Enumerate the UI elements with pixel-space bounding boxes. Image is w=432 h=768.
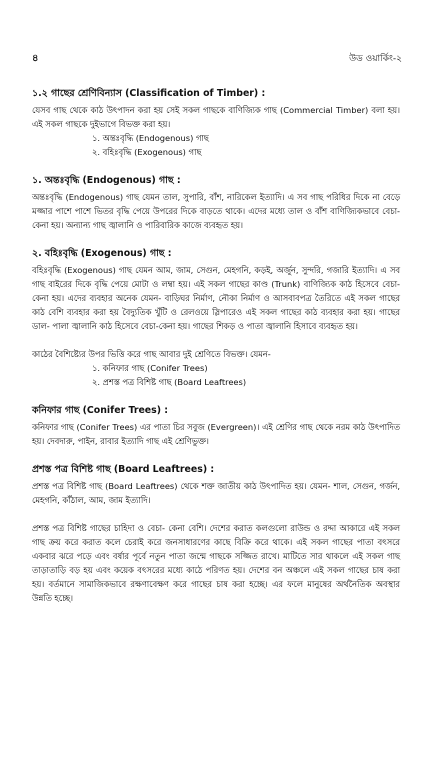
section-heading-endogenous: ১. অন্তঃবৃদ্ধি (Endogenous) গাছ : (32, 175, 181, 186)
closing-body: প্রশস্ত পত্র বিশিষ্ট গাছের চাহিদা ও বেচা- কেনা বেশি। দেশের করাত কলগুলো রাউন্ড ও রদ্দা আকারে এই সকল গাছ ক্রয় করে করাত কলে চেরাই করে জনসাধারণের কাছে বিক্রি করে থাকে। এই সকল গাছের পাতা বৎসরে একবার ঝরে পড়ে এবং বর্ষার পূর্বে নতুন পাতা জন্মে গাছকে সজ্জিত রাখে। মাটিতে সার থাকলে এই সকল গাছ তাড়াতাড়ি বড় হয় এবং কয়েক বৎসরের মধ্যে কাঠে পরিণত হয়। দেশের বন অঞ্চলে এই সকল গাছের চাষ করা হয়। বর্তমানে সামাজিকভাবে রক্ষণাবেক্ষণ করে গাছের চাষ করা হচ্ছে। এর ফলে মানুষের অর্থনৈতিক অবস্থার উন্নতি হচ্ছে। (32, 523, 400, 603)
section-heading-broadleaf: প্রশস্ত পত্র বিশিষ্ট গাছ (Board Leaftrees) : (32, 464, 215, 475)
section-exogenous (32, 246, 400, 333)
list-item: ১. কনিফার গাছ (Conifer Trees) (92, 363, 208, 373)
list-item: ২. প্রশস্ত পত্র বিশিষ্ট গাছ (Board Leaftrees) (92, 377, 247, 387)
list-item: ১. অন্তঃবৃদ্ধি (Endogenous) গাছ (92, 133, 209, 143)
page-number: ৪ (32, 53, 39, 64)
section-endogenous (32, 173, 400, 232)
section-classification (32, 86, 400, 159)
section-heading-conifer: কনিফার গাছ (Conifer Trees) : (32, 405, 169, 416)
list-item: ২. বহিঃবৃদ্ধি (Exogenous) গাছ (92, 147, 202, 157)
exogenous-body: বহিঃবৃদ্ধি (Exogenous) গাছ যেমন আম, জাম, সেগুন, মেহগনি, কড়ই, অর্জুন, সুন্দরি, গজারি ইত্যাদি। এ সব গাছ বাইরের দিকে বৃদ্ধি পেয়ে মোটা ও লম্বা হয়। এই সকল গাছের কাণ্ড (Trunk) বাণিজ্যিক কাঠ হিসেবে বেচা- কেনা হয়। এদের ব্যবহার অনেক যেমন- বাড়িঘর নির্মাণ, নৌকা নির্মাণ ও আসবাবপত্র তৈরিতে এই সকল গাছের কাঠ বেশি ব্যবহার করা হয় বৈদ্যুতিক খুঁটি ও রেলওয়ে স্লিপারেও এই সকল গাছের কাঠ ব্যবহার করা হয়। গাছের ডাল- পালা জ্বালানি কাঠ হিসেবে বেচা-কেনা হয়। গাছের শিকড় ও পাতা জ্বালানি হিসাবে ব্যবহৃত হয়। (32, 265, 400, 331)
broadleaf-body: প্রশস্ত পত্র বিশিষ্ট গাছ (Board Leaftrees) থেকে শক্ত জাতীয় কাঠ উৎপাদিত হয়। যেমন- শাল, সেগুন, গর্জন, মেহগনি, কাঁঠাল, আম, জাম ইত্যাদি। (32, 481, 400, 505)
leaf-types-intro: কাঠের বৈশিষ্ট্যের উপর ভিত্তি করে গাছ আবার দুই শ্রেণিতে বিভক্ত। যেমন- (32, 349, 271, 359)
section-leaf-types (32, 347, 400, 389)
section-broadleaf (32, 462, 400, 507)
endogenous-body: অন্তঃবৃদ্ধি (Endogenous) গাছ যেমন তাল, সুপারি, বাঁশ, নারিকেল ইত্যাদি। এ সব গাছ পরিধির দিকে না বেড়ে মজ্জার পাশে পাশে ভিতর বৃদ্ধি পেয়ে উপরের দিকে বাড়তে থাকে। এদের মধ্যে তাল ও বাঁশ বাণিজ্যিকভাবে বেচা- কেনা হয়। অন্যান্য গাছ জ্বালানি ও পারিবারিক কাজে ব্যবহৃত হয়। (32, 192, 400, 230)
leaf-types-list (32, 361, 400, 389)
section-closing (32, 521, 400, 605)
page-header (32, 52, 402, 66)
classification-intro: যেসব গাছ থেকে কাঠ উৎপাদন করা হয় সেই সকল গাছকে বাণিজ্যিক গাছ (Commercial Timber) বলা হয়। এই সকল গাছকে দুইভাগে বিভক্ত করা হয়। (32, 105, 400, 129)
conifer-body: কনিফার গাছ (Conifer Trees) এর পাতা চির সবুজ (Evergreen)। এই শ্রেণির গাছ থেকে নরম কাঠ উৎপাদিত হয়। দেবদারু, পাইন, রাবার ইত্যাদি গাছ এই শ্রেণিভুক্ত। (32, 422, 400, 446)
running-head: উড ওয়ার্কিং-২ (349, 54, 402, 64)
section-heading-exogenous: ২. বহিঃবৃদ্ধি (Exogenous) গাছ : (32, 248, 172, 259)
section-heading-classification: ১.২ গাছের শ্রেণিবিন্যাস (Classification of Timber) : (32, 88, 266, 99)
section-conifer (32, 403, 400, 448)
page-content (32, 86, 400, 605)
classification-list (32, 131, 400, 159)
